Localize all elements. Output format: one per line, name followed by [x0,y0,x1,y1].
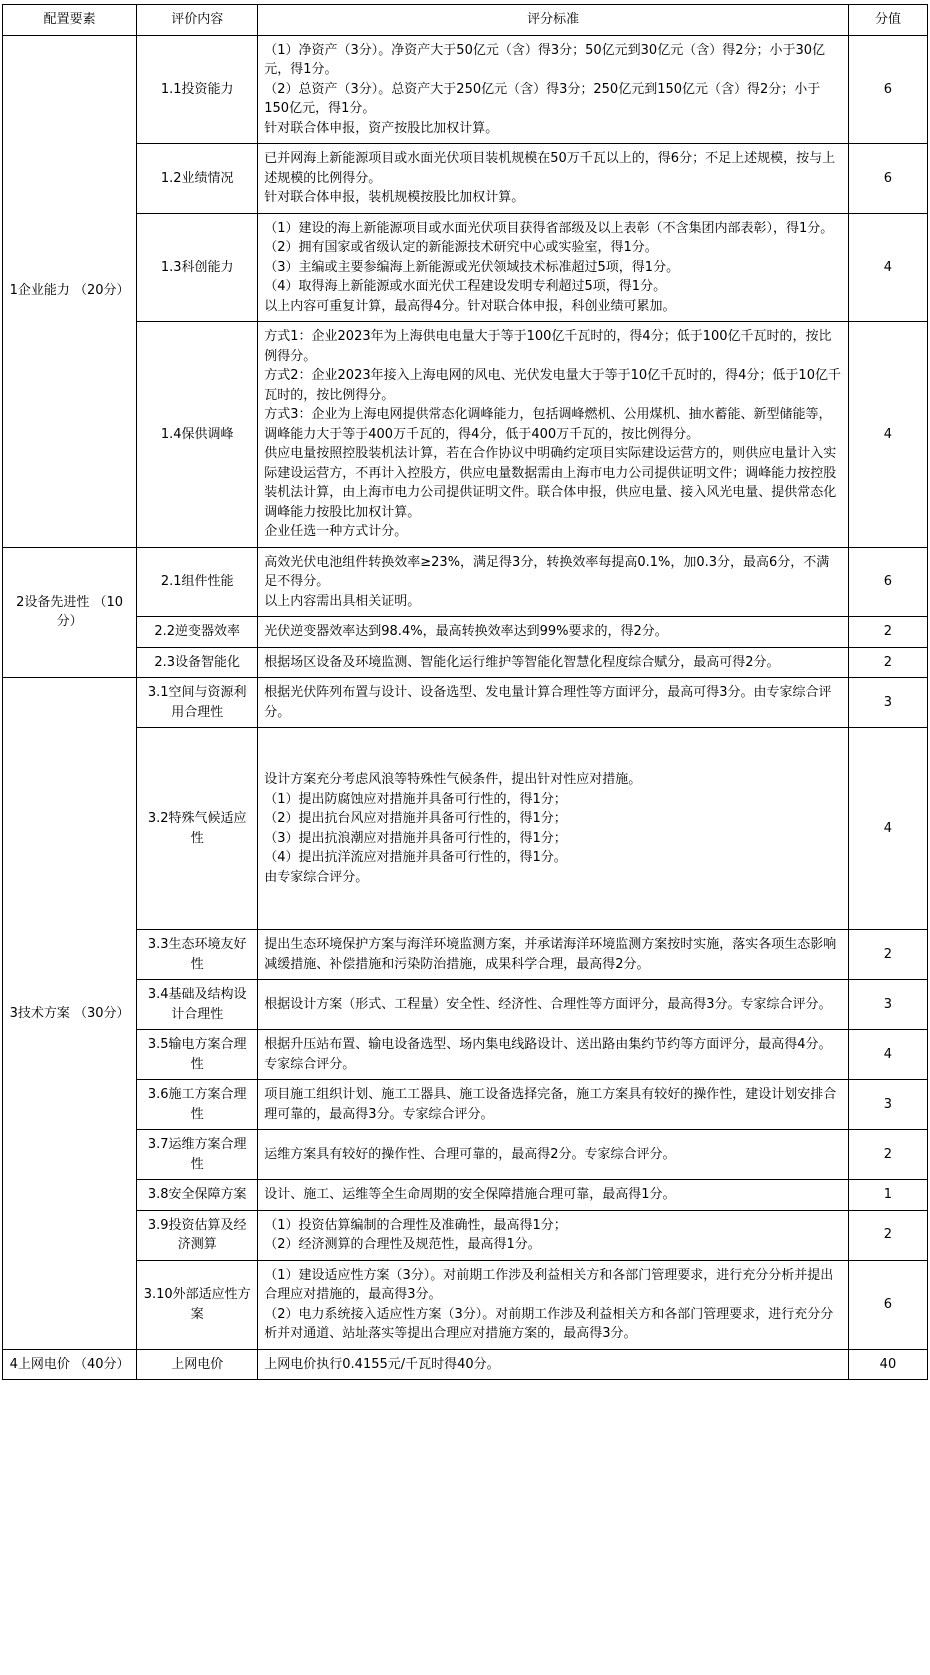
item-cell: 2.1组件性能 [137,547,258,617]
criteria-cell: 根据光伏阵列布置与设计、设备选型、发电量计算合理性等方面评分，最高可得3分。由专家综合评分。 [258,678,849,728]
criteria-cell: 设计、施工、运维等全生命周期的安全保障措施合理可靠，最高得1分。 [258,1180,849,1211]
column-header-content: 评价内容 [137,5,258,36]
criteria-cell: （1）投资估算编制的合理性及准确性，最高得1分； （2）经济测算的合理性及规范性，最高得1分。 [258,1210,849,1260]
score-cell: 1 [848,1180,927,1211]
item-cell: 2.2逆变器效率 [137,617,258,648]
table-row [3,35,928,144]
score-cell: 4 [848,728,927,930]
table-header [3,5,928,36]
table-row [3,647,928,678]
criteria-cell: 运维方案具有较好的操作性、合理可靠的，最高得2分。专家综合评分。 [258,1130,849,1180]
table-body [3,35,928,1380]
item-cell: 3.8安全保障方案 [137,1180,258,1211]
score-cell: 6 [848,35,927,144]
table-row [3,1030,928,1080]
criteria-cell: 高效光伏电池组件转换效率≥23%，满足得3分，转换效率每提高0.1%，加0.3分，最高6分，不满足不得分。 以上内容需出具相关证明。 [258,547,849,617]
criteria-cell: 方式1：企业2023年为上海供电电量大于等于100亿千瓦时的，得4分；低于100亿千瓦时的，按比例得分。 方式2：企业2023年接入上海电网的风电、光伏发电量大于等于10亿千瓦时的，得4分；低于10亿千瓦时的，按比例得分。 方式3：企业为上海电网提供常态化调峰能力，包括调峰燃机、公用煤机、抽水蓄能、新型储能等，调峰能力大于等于400万千瓦的，得4分，低于400万千瓦的，按比例得分。 供应电量按照控股装机法计算，若在合作协议中明确约定项目实际建设运营方的，则供应电量计入实际建设运营方，不再计入控股方，供应电量数据需由上海市电力公司提供证明文件；调峰能力按控股装机法计算，由上海市电力公司提供证明文件。联合体申报，供应电量、接入风光电量、提供常态化调峰能力按股比加权计算。 企业任选一种方式计分。 [258,322,849,548]
criteria-cell: 上网电价执行0.4155元/千瓦时得40分。 [258,1349,849,1380]
table-row [3,930,928,980]
item-cell: 1.4保供调峰 [137,322,258,548]
category-cell: 1企业能力 （20分） [3,35,137,547]
score-cell: 6 [848,144,927,214]
item-cell: 3.1空间与资源利用合理性 [137,678,258,728]
score-cell: 2 [848,1130,927,1180]
score-cell: 2 [848,930,927,980]
item-cell: 3.4基础及结构设计合理性 [137,980,258,1030]
item-cell: 3.7运维方案合理性 [137,1130,258,1180]
table-row [3,617,928,648]
criteria-cell: 设计方案充分考虑风浪等特殊性气候条件，提出针对性应对措施。 （1）提出防腐蚀应对措施并具备可行性的，得1分； （2）提出抗台风应对措施并具备可行性的，得1分； （3）提出抗浪潮应对措施并具备可行性的，得1分； （4）提出抗洋流应对措施并具备可行性的，得1分。 由专家综合评分。 [258,728,849,930]
score-cell: 6 [848,547,927,617]
criteria-cell: 项目施工组织计划、施工工器具、施工设备选择完备，施工方案具有较好的操作性，建设计划安排合理可靠的，最高得3分。专家综合评分。 [258,1080,849,1130]
table-row [3,1260,928,1349]
score-cell: 4 [848,1030,927,1080]
score-cell: 2 [848,647,927,678]
score-cell: 2 [848,617,927,648]
item-cell: 3.10外部适应性方案 [137,1260,258,1349]
table-row [3,547,928,617]
item-cell: 3.2特殊气候适应性 [137,728,258,930]
table-row [3,678,928,728]
item-cell: 1.1投资能力 [137,35,258,144]
item-cell: 3.9投资估算及经济测算 [137,1210,258,1260]
table-row [3,980,928,1030]
item-cell: 1.3科创能力 [137,213,258,322]
category-cell: 4上网电价 （40分） [3,1349,137,1380]
criteria-cell: （1）建设的海上新能源项目或水面光伏项目获得省部级及以上表彰（不含集团内部表彰），得1分。 （2）拥有国家或省级认定的新能源技术研究中心或实验室，得1分。 （3）主编或主要参编海上新能源或光伏领域技术标准超过5项，得1分。 （4）取得海上新能源或水面光伏工程建设发明专利超过5项，得1分。 以上内容可重复计算，最高得4分。针对联合体申报，科创业绩可累加。 [258,213,849,322]
score-cell: 40 [848,1349,927,1380]
item-cell: 上网电价 [137,1349,258,1380]
item-cell: 3.5输电方案合理性 [137,1030,258,1080]
scoring-criteria-table [2,4,928,1380]
table-row [3,1349,928,1380]
score-cell: 3 [848,678,927,728]
item-cell: 2.3设备智能化 [137,647,258,678]
score-cell: 4 [848,213,927,322]
criteria-cell: （1）建设适应性方案（3分）。对前期工作涉及利益相关方和各部门管理要求，进行充分分析并提出合理应对措施的，最高得3分。 （2）电力系统接入适应性方案（3分）。对前期工作涉及利益相关方和各部门管理要求，进行充分分析并对通道、站址落实等提出合理应对措施方案的，最高得3分。 [258,1260,849,1349]
score-cell: 4 [848,322,927,548]
table-header-row [3,5,928,36]
criteria-cell: 根据升压站布置、输电设备选型、场内集电线路设计、送出路由集约节约等方面评分，最高得4分。专家综合评分。 [258,1030,849,1080]
table-row [3,1130,928,1180]
criteria-cell: 根据设计方案（形式、工程量）安全性、经济性、合理性等方面评分，最高得3分。专家综合评分。 [258,980,849,1030]
table-row [3,144,928,214]
score-cell: 3 [848,980,927,1030]
table-row [3,728,928,930]
score-cell: 2 [848,1210,927,1260]
table-row [3,322,928,548]
table-row [3,1180,928,1211]
criteria-cell: 光伏逆变器效率达到98.4%，最高转换效率达到99%要求的，得2分。 [258,617,849,648]
column-header-element: 配置要素 [3,5,137,36]
item-cell: 3.6施工方案合理性 [137,1080,258,1130]
category-cell: 2设备先进性 （10分） [3,547,137,678]
score-cell: 6 [848,1260,927,1349]
item-cell: 3.3生态环境友好性 [137,930,258,980]
table-row [3,1080,928,1130]
criteria-cell: （1）净资产（3分）。净资产大于50亿元（含）得3分；50亿元到30亿元（含）得2分；小于30亿元，得1分。 （2）总资产（3分）。总资产大于250亿元（含）得3分；250亿元到150亿元（含）得2分；小于150亿元，得1分。 针对联合体申报，资产按股比加权计算。 [258,35,849,144]
column-header-criteria: 评分标准 [258,5,849,36]
criteria-cell: 根据场区设备及环境监测、智能化运行维护等智能化智慧化程度综合赋分，最高可得2分。 [258,647,849,678]
category-cell: 3技术方案 （30分） [3,678,137,1350]
score-cell: 3 [848,1080,927,1130]
table-row [3,1210,928,1260]
criteria-cell: 提出生态环境保护方案与海洋环境监测方案，并承诺海洋环境监测方案按时实施，落实各项生态影响减缓措施、补偿措施和污染防治措施，成果科学合理，最高得2分。 [258,930,849,980]
item-cell: 1.2业绩情况 [137,144,258,214]
criteria-cell: 已并网海上新能源项目或水面光伏项目装机规模在50万千瓦以上的，得6分；不足上述规模，按与上述规模的比例得分。 针对联合体申报，装机规模按股比加权计算。 [258,144,849,214]
table-row [3,213,928,322]
column-header-score: 分值 [848,5,927,36]
